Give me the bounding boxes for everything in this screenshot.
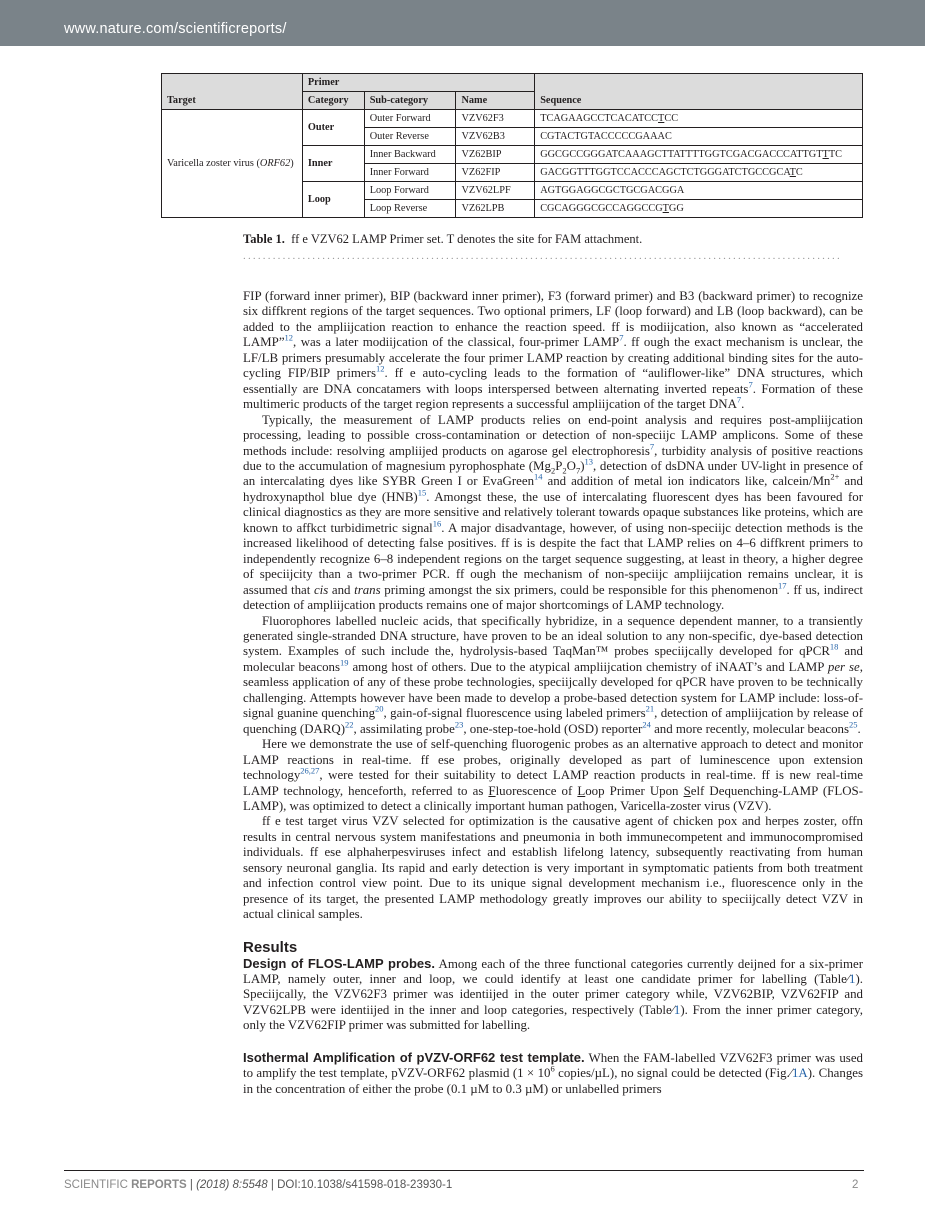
subsection-heading: Design of FLOS-LAMP probes. bbox=[243, 955, 436, 971]
category-loop: Loop bbox=[302, 182, 364, 218]
paragraph: FIP (forward inner primer), BIP (backward inner primer), F3 (forward primer) and B3 (backward primer) to recognize six diffkrent regions of the target sequences. Two optional primers, LF (loop forward) and LB (loop backward), can be added to the ampliijcation reaction to enhance the reaction speed. ff is modiijcation, also known as “accelerated LAMP”$^{12}$, was a later modiijcation of the classical, four-primer LAMP$^7$. ff ough the exact mechanism is unclear, the LF/LB primers presumably accelerate the four primer LAMP reaction by creating additional binding sites for the auto-cycling FIP/BIP primers$^{12}$. ff e auto-cycling leads to the formation of “auliflower-like” DNA structures, which essentially are DNA concatamers with loops interspersed between alternating inverted repeats$^7$. Formation of these multimeric products of the target region represents a successful ampliijcation of the target DNA$^7$. bbox=[243, 289, 864, 412]
table-row: Loop Loop Forward VZV62LPF AGTGGAGGCGCTGCGACGGA bbox=[162, 182, 863, 200]
header-name: Name bbox=[456, 92, 535, 110]
target-cell: Varicella zoster virus (ORF62) bbox=[162, 110, 303, 218]
sequence-cell: TCAGAAGCCTCACATCCTCC bbox=[535, 110, 863, 128]
table-row: Inner Inner Backward VZ62BIP GGCGCCGGGATCAAAGCTTATTTTGGTCGACGACCCATTGTTTC bbox=[162, 146, 863, 164]
table-header-row-1 bbox=[162, 74, 863, 92]
sequence-cell: CGTACTGTACCCCCGAAAC bbox=[535, 128, 863, 146]
paragraph: Isothermal Amplification of pVZV-ORF62 test template. When the FAM-labelled VZV62F3 primer was used to amplify the test template, pVZV-ORF62 plasmid ($1 \times 10^6$ copies/µL), no signal could be detected (Fig.⁄1A). Changes in the concentration of either the probe (0.1 µM to 0.3 µM) or unlabelled primers bbox=[243, 1049, 864, 1096]
header-primer: Primer bbox=[302, 74, 534, 92]
paragraph: Here we demonstrate the use of self-quenching fluorogenic probes as an alternative approach to detect and monitor LAMP reactions in real-time. ff ese probes, originally developed as part of luminescence upon extension technology$^{26,27}$, were tested for their suitability to detect LAMP reaction products in real-time. ff is new real-time LAMP technology, henceforth, referred to as Fluorescence of Loop Primer Upon Self Dequenching-LAMP (FLOS-LAMP), was optimized to detect a clinically important human pathogen, Varicella-zoster virus (VZV). bbox=[243, 737, 863, 813]
site-url[interactable]: www.nature.com/scientificreports/ bbox=[64, 21, 287, 37]
table-row: Varicella zoster virus (ORF62) Outer Outer Forward VZV62F3 TCAGAAGCCTCACATCCTCC bbox=[162, 110, 863, 128]
results-heading: Results bbox=[243, 938, 298, 956]
paragraph: ff e test target virus VZV selected for optimization is the causative agent of chicken pox and herpes zoster, offn results in central nervous system manifestations and pneumonia in both immunecompetent and immunocompromised individuals. ff ese alphaherpesviruses infect and establish lifelong latency, subsequently reactivating from human sensory neuronal ganglia. Its rapid and early detection is very important in symptomatic patients from both treatment and infection control view point. Due to its unique signal development mechanism i.e., fluorescence only in the presence of its target, the presented LAMP methodology greatly improves our ability to speciijcally detect VZV in actual clinical samples. bbox=[243, 814, 863, 922]
header-subcategory: Sub-category bbox=[364, 92, 456, 110]
paragraph: Design of FLOS-LAMP probes. Among each of the three functional categories currently deijned for a six-primer LAMP, namely outer, inner and loop, we could identify at least one candidate primer for labelling (Table⁄1). Speciijcally, the VZV62F3 primer was identiijed in the outer primer category while, VZV62BIP, VZV62FIP and VZV62LPB were identiijed in the inner and loop categories, respectively (Table⁄1). From the inner primer category, only the VZV62FIP primer was submitted for labelling. bbox=[243, 955, 863, 1033]
header-sequence: Sequence bbox=[535, 92, 863, 110]
table-row: Loop Reverse VZ62LPB CGCAGGGCGCCAGGCCGTGG bbox=[162, 200, 863, 218]
sequence-cell: AGTGGAGGCGCTGCGACGGA bbox=[535, 182, 863, 200]
table-header-row-2 bbox=[162, 92, 863, 110]
paragraph: Fluorophores labelled nucleic acids, that specifically hybridize, in a sequence dependent manner, to a transiently generated single-stranded DNA structure, have proven to be an ideal solution to any non-specific, dye-based detection system. Examples of such include the, hydrolysis-based TaqMan™ probes speciijcally developed for qPCR$^{18}$ and molecular beacons$^{19}$ among host of others. Due to the atypical ampliijcation chemistry of iNAAT’s and LAMP per se, seamless application of any of these probe technologies, speciijcally developed for qPCR have proven to be technically challenging. Attempts however have been made to develop a probe-based detection system for LAMP include: loss-of-signal guanine quenching$^{20}$, gain-of-signal fluorescence using labeled primers$^{21}$, detection of ampliijcation by release of quenching (DARQ)$^{22}$, assimilating probe$^{23}$, one-step-toe-hold (OSD) reporter$^{24}$ and more recently, molecular beacons$^{25}$. bbox=[243, 613, 863, 736]
dotted-divider: ......................................................................................................................... bbox=[243, 250, 842, 262]
paragraph: Typically, the measurement of LAMP products relies on end-point analysis and requires post-ampliijcation processing, leading to possible cross-contamination or detection of non-speciijc LAMP amplicons. Some of these methods include: resolving ampliijed products on agarose gel electrophoresis$^7$, turbidity analysis of positive reactions due to the accumulation of magnesium pyrophosphate $(Mg_2P_2O_7)^{13}$, detection of dsDNA under UV-light in presence of an intercalating dyes like SYBR Green I or EvaGreen$^{14}$ and addition of metal ion indicators like, calcein/$Mn^{2+}$ and hydroxynapthol blue dye (HNB)$^{15}$. Amongst these, the use of intercalating fluorescent dyes has been favoured for clinical diagnostics as they are more sensitive and relatively tolerant towards opaque substances like proteins, which are known to affkct turbidimetric signal$^{16}$. A major disadvantage, however, of using non-speciijc detection methods is the increased likelihood of detecting false positives. ff is is despite the fact that LAMP relies on 4–6 diffkrent primers to independently recognize 6–8 independent regions on the target sequence suggesting, at least in theory, a higher degree of speciijcity than a two-primer PCR. ff ough the mechanism of non-speciijc ampliijcation remains unclear, it is assumed that cis and trans priming amongst the six primers, could be responsible for this phenomenon$^{17}$. ff us, indirect detection of ampliijcation products remains one of major shortcomings of LAMP technology. bbox=[243, 412, 864, 613]
header-target: Target bbox=[162, 92, 303, 110]
sequence-cell: CGCAGGGCGCCAGGCCGTGG bbox=[535, 200, 863, 218]
table-caption: Table 1. ff e VZV62 LAMP Primer set. T denotes the site for FAM attachment. bbox=[243, 232, 643, 246]
header-category: Category bbox=[302, 92, 364, 110]
article-body bbox=[243, 289, 863, 1097]
footer-rule bbox=[64, 1170, 864, 1171]
subsection-heading: Isothermal Amplification of pVZV-ORF62 test template. bbox=[243, 1049, 585, 1065]
page-number: 2 bbox=[852, 1179, 859, 1191]
table-row: Inner Forward VZ62FIP GACGGTTTGGTCCACCCAGCTCTGGGATCTGCCGCATC bbox=[162, 164, 863, 182]
category-outer: Outer bbox=[302, 110, 364, 146]
sequence-cell: GGCGCCGGGATCAAAGCTTATTTTGGTCGACGACCCATTGTTTC bbox=[535, 146, 863, 164]
top-banner bbox=[0, 0, 925, 46]
footer-citation: SCIENTIFIC REPORTS | (2018) 8:5548 | DOI:10.1038/s41598-018-23930-1 bbox=[64, 1179, 453, 1191]
primer-table bbox=[161, 73, 863, 218]
category-inner: Inner bbox=[302, 146, 364, 182]
sequence-cell: GACGGTTTGGTCCACCCAGCTCTGGGATCTGCCGCATC bbox=[535, 164, 863, 182]
table-row: Outer Reverse VZV62B3 CGTACTGTACCCCCGAAAC bbox=[162, 128, 863, 146]
